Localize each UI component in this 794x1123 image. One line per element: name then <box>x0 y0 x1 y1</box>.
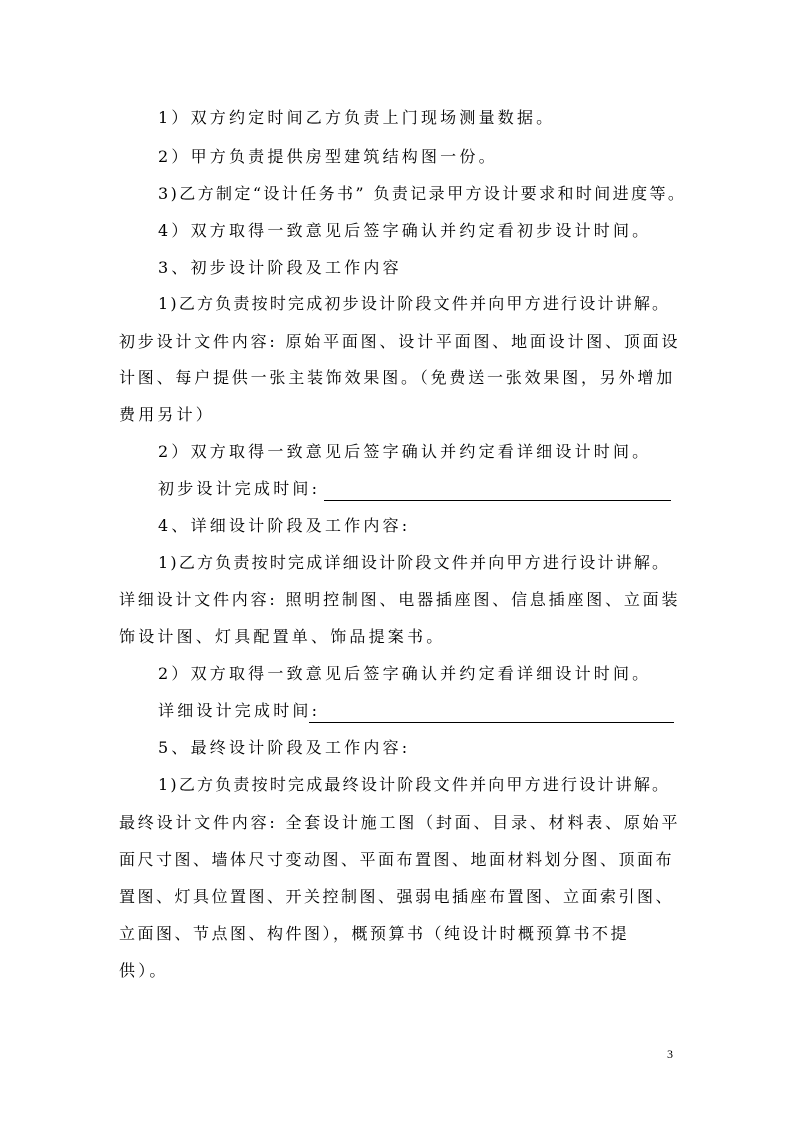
section-heading: 3、初步设计阶段及工作内容 <box>158 258 402 277</box>
section-heading: 4、详细设计阶段及工作内容: <box>158 516 411 535</box>
text-line: 置图、灯具位置图、开关控制图、强弱电插座布置图、立面索引图、 <box>119 887 675 906</box>
text-line: 3)乙方制定“设计任务书” 负责记录甲方设计要求和时间进度等。 <box>158 184 687 203</box>
section-heading: 5、最终设计阶段及工作内容: <box>158 738 411 757</box>
text-line: 详细设计文件内容: 照明控制图、电器插座图、信息插座图、立面装 <box>119 590 681 609</box>
text-line: 1)乙方负责按时完成详细设计阶段文件并向甲方进行设计讲解。 <box>158 553 671 572</box>
text-line: 立面图、节点图、构件图），概预算书（纯设计时概预算书不提 <box>119 924 630 943</box>
text-line: 2）甲方负责提供房型建筑结构图一份。 <box>158 147 498 166</box>
text-line: 2）双方取得一致意见后签字确认并约定看详细设计时间。 <box>158 442 652 461</box>
field-label: 详细设计完成时间: <box>158 701 321 720</box>
text-line: 供）。 <box>119 961 169 980</box>
text-line: 最终设计文件内容: 全套设计施工图（封面、目录、材料表、原始平 <box>119 813 681 832</box>
text-line: 4）双方取得一致意见后签字确认并约定看初步设计时间。 <box>158 221 652 240</box>
text-line: 2）双方取得一致意见后签字确认并约定看详细设计时间。 <box>158 664 652 683</box>
blank-line <box>324 500 671 501</box>
text-line: 1)乙方负责按时完成最终设计阶段文件并向甲方进行设计讲解。 <box>158 775 671 794</box>
text-line: 饰设计图、灯具配置单、饰品提案书。 <box>119 627 446 646</box>
text-line: 面尺寸图、墙体尺寸变动图、平面布置图、地面材料划分图、顶面布 <box>119 850 675 869</box>
text-line: 1)乙方负责按时完成初步设计阶段文件并向甲方进行设计讲解。 <box>158 294 671 313</box>
blank-line <box>309 722 674 723</box>
text-line: 1）双方约定时间乙方负责上门现场测量数据。 <box>158 108 556 127</box>
page-number: 3 <box>667 1047 673 1061</box>
text-line: 计图、每户提供一张主装饰效果图。（免费送一张效果图，另外增加 <box>119 368 676 387</box>
text-line: 费用另计） <box>119 405 216 424</box>
text-line: 初步设计文件内容: 原始平面图、设计平面图、地面设计图、顶面设 <box>119 332 681 351</box>
field-label: 初步设计完成时间: <box>158 479 321 498</box>
